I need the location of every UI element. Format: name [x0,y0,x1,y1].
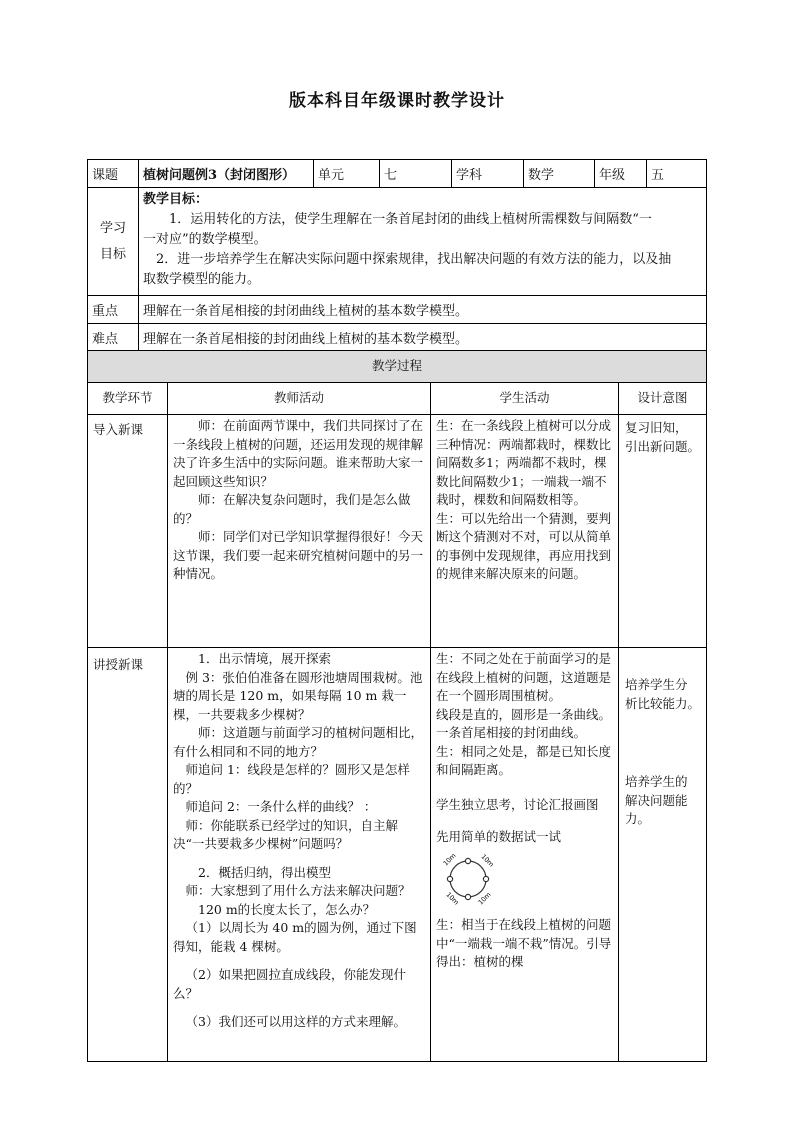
col-student: 学生活动 [431,383,619,415]
col-stage: 教学环节 [88,383,168,415]
teacher-cell [168,648,431,1062]
goals-label [88,188,139,296]
teacher-line: 师：大家想到了用什么方法来解决问题？ [185,883,411,898]
goals-label-2: 目标 [99,246,126,262]
topic-label: 课题 [88,160,139,188]
teacher-line: 师：在解决复杂问题时，我们是怎么做的？ [173,492,411,526]
intent-cell [619,415,707,648]
subject-value: 数学 [524,160,595,188]
grade-value: 五 [647,160,707,188]
page-title: 版本科目年级课时教学设计 [289,91,505,111]
goals-heading: 教学目标： [143,192,209,207]
stage-cell: 导入新课 [88,415,168,648]
goals-label-1: 学习 [99,220,126,236]
goal-1a: 1．运用转化的方法，使学生理解在一条首尾封闭的曲线上植树所需棵数与间隔数“一 [169,212,652,227]
teacher-line: 例 3：张伯伯准备在圆形池塘周围栽树。池塘的周长是 120 m，如果每隔 10 m 栽一棵，一共要栽多少棵树？ [173,669,423,722]
student-line: 线段是直的，圆形是一条曲线。 [436,706,612,722]
student-line: 先用简单的数据试一试 [436,829,562,844]
teacher-line: 1．出示情境，展开探索 [198,651,331,666]
teacher-line: （1）以周长为 40 m的圆为例，通过下图得知，能栽 4 棵树。 [173,920,417,954]
intent-line: 引出新问题。 [625,438,701,454]
goals-content [139,188,707,296]
interval-label: 10m [441,851,458,868]
interval-label: 10m [479,852,496,869]
pond-circle [450,861,486,897]
difficulty-value: 理解在一条首尾相接的封闭曲线上植树的基本数学模型。 [139,324,707,351]
goal-2a: 2．进一步培养学生在解决实际问题中探索规律，找出解决问题的有效方法的能力，以及抽 [156,252,672,267]
intent-line: 力。 [625,811,651,826]
student-line: 学生独立思考，讨论汇报画图 [436,796,599,812]
intent-line: 培养学生分 [625,677,688,692]
table-row [88,415,707,648]
lesson-info-table [87,159,707,351]
intent-line: 培养学生的 [625,774,688,789]
student-line: 生：可以先给出一个猜测，要判断这个猜测对不对，可以从简单的事例中发现规律，再应用找到的规律来解决原来的问题。 [436,510,612,581]
teacher-line: 师：这道题与前面学习的植树问题相比，有什么相同和不同的地方？ [173,725,424,759]
tree-dot [447,876,452,881]
goal-1b: 一对应”的数学模型。 [143,232,267,247]
intent-line: 析比较能力。 [625,695,701,711]
tree-dot [465,858,470,863]
teacher-line: 师：在前面两节课中，我们共同探讨了在一条线段上植树的问题，还运用发现的规律解决了许多生活中的实际问题。谁来帮助大家一起回顾这些知识？ [173,418,424,489]
key-point-label: 重点 [88,296,139,324]
unit-value: 七 [380,160,452,188]
student-line: 生：在一条线段上植树可以分成三种情况：两端都栽时，棵数比间隔数多1；两端都不栽时，棵数比间隔数少1；一端栽一端不栽时，棵数和间隔数相等。 [436,418,612,507]
stage-cell: 讲授新课 [88,648,168,1062]
goal-2b: 取数学模型的能力。 [143,272,261,287]
teacher-cell [168,415,431,648]
teacher-line: 师：同学们对已学知识掌握得很好！今天这节课，我们要一起来研究植树问题中的另一种情况。 [173,529,424,581]
student-line: 一条首尾相接的封闭曲线。 [436,725,587,740]
tree-dot [483,876,488,881]
interval-label: 10m [476,890,493,907]
teacher-line: 师追问 2：一条什么样的曲线？ ： [185,799,377,814]
student-line: 生：相当于在线段上植树的问题中“一端栽一端不栽”情况。引导得出：植树的棵 [436,917,612,969]
circle-diagram [438,849,498,909]
teacher-line: 师：你能联系已经学过的知识，自主解决“一共要栽多少棵树”问题吗？ [173,817,399,851]
subject-label: 学科 [452,160,524,188]
student-line: 生：不同之处在于前面学习的是在线段上植树的问题，这道题是在一个圆形周围植树。 [436,651,612,703]
difficulty-label: 难点 [88,324,139,351]
unit-label: 单元 [314,160,380,188]
teacher-line: 120 m的长度太长了，怎么办？ [198,901,376,917]
student-cell [431,648,619,1062]
topic-value: 植树问题例3（封闭图形） [139,160,314,188]
interval-label: 10m [444,890,461,907]
intent-line: 解决问题能 [625,792,688,808]
teacher-line: 师追问 1：线段是怎样的？圆形又是怎样的？ [173,762,410,796]
teaching-process-table [87,350,707,1062]
teacher-line: 2．概括归纳，得出模型 [198,864,331,880]
intent-cell [619,648,707,1062]
process-heading: 教学过程 [88,351,707,383]
key-point-value: 理解在一条首尾相接的封闭曲线上植树的基本数学模型。 [139,296,707,324]
col-intent: 设计意图 [619,383,707,415]
grade-label: 年级 [595,160,647,188]
teacher-line: （3）我们还可以用这样的方式来理解。 [185,1014,406,1029]
teacher-line: （2）如果把圆拉直成线段，你能发现什么？ [173,967,406,1001]
tree-dot [465,894,470,899]
table-row [88,648,707,1062]
intent-line: 复习旧知， [625,420,688,435]
student-cell [431,415,619,648]
student-line: 生：相同之处是，都是已知长度和间隔距离。 [436,743,612,777]
col-teacher: 教师活动 [168,383,431,415]
